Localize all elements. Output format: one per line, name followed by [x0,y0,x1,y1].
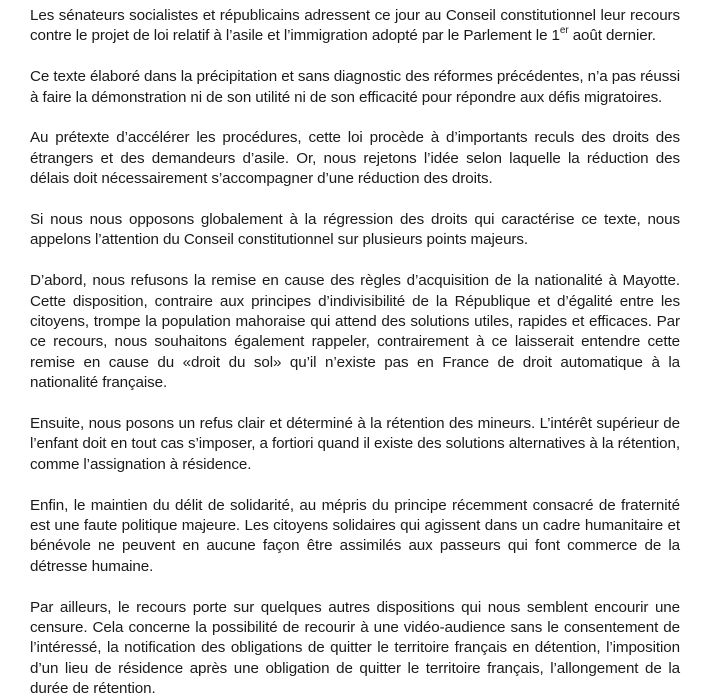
paragraph-6: Ensuite, nous posons un refus clair et déterminé à la rétention des mineurs. L’intérêt supérieur de l’enfant doit en tout cas s’imposer, a fortiori quand il existe des solutions alternatives à la rétention, comme l’assignation à résidence. [30,415,680,473]
paragraph-1-text: Les sénateurs socialistes et républicains adressent ce jour au Conseil constitutionnel leur recours contre le projet de loi relatif à l’asile et l’immigration adopté par le Parlement le 1 [30,7,680,45]
ordinal-superscript: er [559,25,569,37]
paragraph-8: Par ailleurs, le recours porte sur quelques autres dispositions qui nous semblent encourir une censure. Cela concerne la possibilité de recourir à une vidéo-audience sans le consentement de l’intéressé, la notification des obligations de quitter le territoire français en détention, l’imposition d’un lieu de résidence après une obligation de quitter le territoire français, l’allongement de la durée de rétention. [30,598,680,698]
paragraph-4: Si nous nous opposons globalement à la régression des droits qui caractérise ce texte, nous appelons l’attention du Conseil constitutionnel sur plusieurs points majeurs. [30,211,680,249]
paragraph-7: Enfin, le maintien du délit de solidarité, au mépris du principe récemment consacré de fraternité est une faute politique majeure. Les citoyens solidaires qui agissent dans un cadre humanitaire et bénévole ne peuvent en aucune façon être assimilés aux passeurs qui font commerce de la détresse humaine. [30,496,680,575]
paragraph-2: Ce texte élaboré dans la précipitation et sans diagnostic des réformes précédentes, n’a pas réussi à faire la démonstration ni de son utilité ni de son efficacité pour répondre aux défis migratoires. [30,68,680,106]
paragraph-1-text-end: août dernier. [568,27,656,45]
document-page [30,6,680,700]
paragraph-5: D’abord, nous refusons la remise en cause des règles d’acquisition de la nationalité à Mayotte. Cette disposition, contraire aux principes d’indivisibilité de la République et d’égalité entre les citoyens, trompe la population mahoraise qui attend des solutions utiles, rapides et efficaces. Par ce recours, nous souhaitons également rappeler, contrairement à ce laisserait entendre cette remise en cause du «droit du sol» qu’il n’existe pas en France de droit automatique à la nationalité française. [30,272,680,392]
paragraph-3: Au prétexte d’accélérer les procédures, cette loi procède à d’importants reculs des droits des étrangers et des demandeurs d’asile. Or, nous rejetons l’idée selon laquelle la réduction des délais doit nécessairement s’accompagner d’une réduction des droits. [30,129,680,188]
paragraph-1 [30,6,680,47]
